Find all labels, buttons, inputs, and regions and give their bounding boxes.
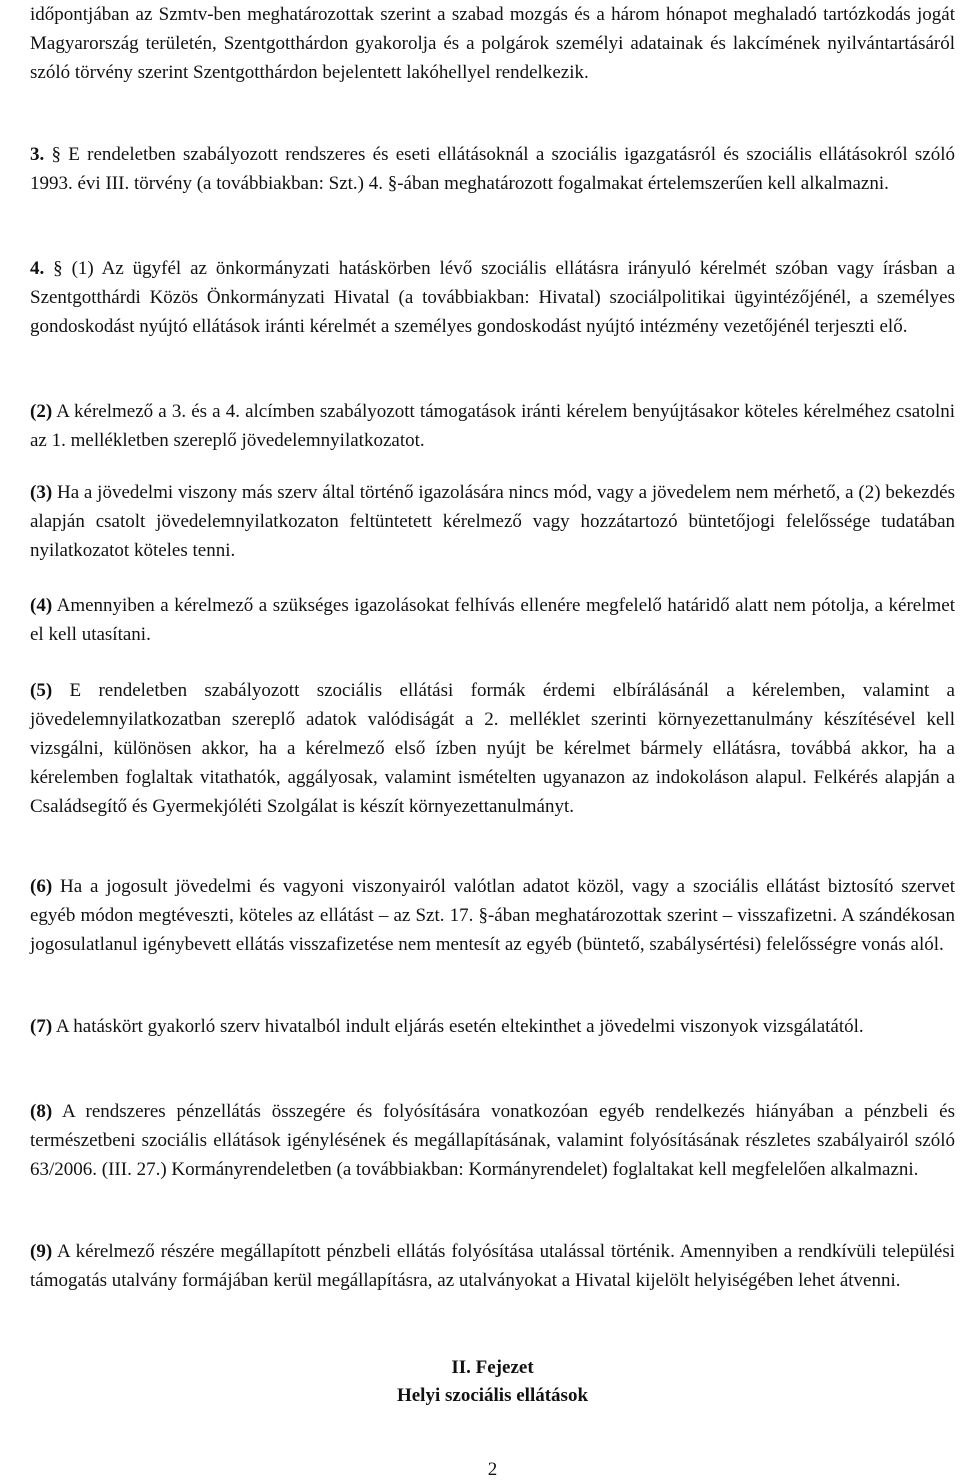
paragraph-text: Ha a jövedelmi viszony más szerv által történő igazolására nincs mód, vagy a jövedelem nem mérhető, a (2) bekezdés alapján csatolt jövedelemnyilatkozaton feltüntetett kérelmező vagy hozzátartozó büntetőjogi felelőssége tudatában nyilatkozatot köteles tenni.: [30, 482, 955, 561]
paragraph-text: Az ügyfél az önkormányzati hatáskörben lévő szociális ellátásra irányuló kérelmét szóban vagy írásban a Szentgotthárdi Közös Önkormányzati Hivatal (a továbbiakban: Hivatal) szociálpolitikai ügyintézőjénél, a személyes gondoskodást nyújtó ellátások iránti kérelmét a személyes gondoskodást nyújtó intézmény vezetőjénél terjeszti elő.: [30, 258, 956, 337]
paragraph-number: (4): [30, 595, 53, 616]
paragraph-text: A rendszeres pénzellátás összegére és folyósítására vonatkozóan egyéb rendelkezés hiányában a pénzbeli és természetbeni szociális ellátások igénylésének és megállapításának, valamint folyósításának részletes szabályairól szóló 63/2006. (III. 27.) Kormányrendeletben (a továbbiakban: Kormányrendelet) foglaltakat kell megfelelően alkalmazni.: [30, 1101, 955, 1180]
page-number: 2: [487, 1459, 498, 1480]
section-4-paragraph-2: [30, 397, 955, 455]
paragraph-number: (2): [30, 401, 53, 422]
paragraph-number: (6): [30, 876, 53, 897]
chapter-title: Helyi szociális ellátások: [396, 1385, 589, 1406]
paragraph-number: (7): [30, 1016, 53, 1037]
section-4-paragraph-9: [30, 1237, 955, 1295]
section-3-text: E rendeletben szabályozott rendszeres és eseti ellátásoknál a szociális igazgatásról és szociális ellátásokról szóló 1993. évi III. törvény (a továbbiakban: Szt.) 4. §-ában meghatározott fogalmakat értelemszerűen kell alkalmazni.: [30, 144, 955, 194]
section-3-number: 3.: [30, 144, 45, 165]
section-4-paragraph-5: [30, 676, 955, 821]
paragraph-text: A kérelmező a 3. és a 4. alcímben szabályozott támogatások iránti kérelem benyújtásakor köteles kérelméhez csatolni az 1. mellékletben szereplő jövedelemnyilatkozatot.: [30, 401, 956, 451]
section-4-paragraph-1: 4. § (1) Az ügyfél az önkormányzati hatáskörben lévő szociális ellátásra irányuló kérelmét szóban vagy írásban a Szentgotthárdi Közös Önkormányzati Hivatal (a továbbiakban: Hivatal) szociálpolitikai ügyintézőjénél, a személyes gondoskodást nyújtó ellátások iránti kérelmét a személyes gondoskodást nyújtó intézmény vezetőjénél terjeszti elő.: [30, 258, 956, 337]
section-4-number: 4.: [30, 258, 45, 279]
intro-paragraph: időpontjában az Szmtv-ben meghatározottak szerint a szabad mozgás és a három hónapot meghaladó tartózkodás jogát Magyarország területén, Szentgotthárdon gyakorolja és a polgárok személyi adatainak és lakcímének nyilvántartásáról szóló törvény szerint Szentgotthárdon bejelentett lakóhellyel rendelkezik.: [30, 4, 955, 83]
paragraph-text: Amennyiben a kérelmező a szükséges igazolásokat felhívás ellenére megfelelő határidő alatt nem pótolja, a kérelmet el kell utasítani.: [30, 595, 955, 645]
section-4-paragraph-4: [30, 591, 955, 649]
paragraph-number: (8): [30, 1101, 53, 1122]
section-4-paragraph-6: [30, 872, 955, 959]
section-4-paragraph-3: [30, 478, 955, 565]
section-4-paragraph-7: [30, 1012, 955, 1041]
chapter-number: II. Fejezet: [451, 1357, 534, 1378]
paragraph-number: (3): [30, 482, 53, 503]
paragraph-text: A hatáskört gyakorló szerv hivatalból indult eljárás esetén eltekinthet a jövedelmi viszonyok vizsgálatától.: [55, 1016, 864, 1037]
paragraph-number: (5): [30, 680, 53, 701]
section-3: 3. § E rendeletben szabályozott rendszeres és eseti ellátásoknál a szociális igazgatásról és szociális ellátásokról szóló 1993. évi III. törvény (a továbbiakban: Szt.) 4. §-ában meghatározott fogalmakat értelemszerűen kell alkalmazni.: [30, 144, 955, 194]
paragraph-text: A kérelmező részére megállapított pénzbeli ellátás folyósítása utalással történik. Amennyiben a rendkívüli települési támogatás utalvány formájában kerül megállapításra, az utalványokat a Hivatal kijelölt helyiségében lehet átvenni.: [30, 1241, 955, 1291]
section-4-paragraph-8: [30, 1097, 955, 1184]
paragraph-text: Ha a jogosult jövedelmi és vagyoni viszonyairól valótlan adatot közöl, vagy a szociális ellátást biztosító szervet egyéb módon megtéveszti, köteles az ellátást ‒ az Szt. 17. §-ában meghatározottak szerint ‒ visszafizetni. A szándékosan jogosulatlanul igénybevett ellátás visszafizetése nem mentesít az egyéb (büntető, szabálysértési) felelősségre vonás alól.: [30, 876, 955, 955]
paragraph-text: E rendeletben szabályozott szociális ellátási formák érdemi elbírálásánál a kérelemben, valamint a jövedelemnyilatkozatban szereplő adatok valódiságát a 2. melléklet szerinti környezettanulmány készítésével kell vizsgálni, különösen akkor, ha a kérelmező első ízben nyújt be kérelmet bármely ellátásra, továbbá akkor, ha a kérelemben foglaltak vitathatók, aggályosak, valamint ismételten ugyanazon az indokoláson alapul. Felkérés alapján a Családsegítő és Gyermekjóléti Szolgálat is készít környezettanulmányt.: [30, 680, 955, 817]
paragraph-number: (9): [30, 1241, 53, 1262]
paragraph-number: (1): [71, 258, 94, 279]
